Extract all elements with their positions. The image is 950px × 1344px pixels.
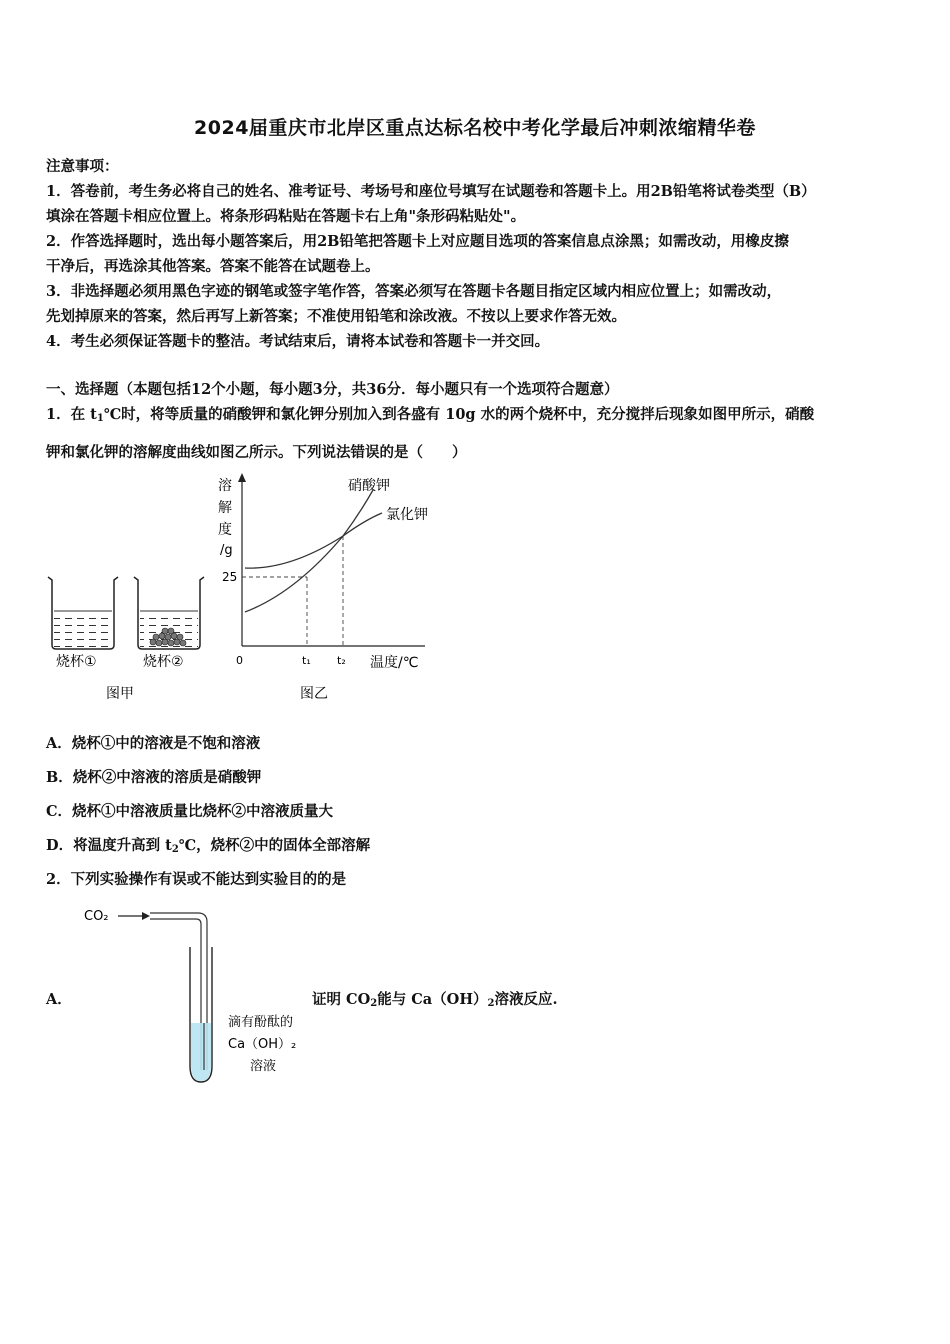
question-2-option-a-label: A． — [46, 991, 72, 1008]
notice-line-7: 4．考生必须保证答题卡的整洁。考试结束后，请将本试卷和答题卡一并交回。 — [46, 333, 550, 350]
kcl-curve — [245, 513, 382, 568]
notice-line-5: 3．非选择题必须用黑色字迹的钢笔或签字笔作答，答案必须写在答题卡各题目指定区域内相应位置上；如需改动， — [46, 283, 782, 300]
y-tick-25: 25 — [222, 570, 238, 584]
question-1-option-c: C．烧杯①中溶液质量比烧杯②中溶液质量大 — [46, 803, 334, 820]
notice-line-6: 先划掉原来的答案，然后再写上新答案；不准使用铅笔和涂改液。不按以上要求作答无效。 — [46, 308, 626, 325]
notice-line-4: 干净后，再选涂其他答案。答案不能答在试题卷上。 — [46, 258, 380, 275]
kno3-curve — [245, 490, 373, 612]
question-1-option-d: D．将温度升高到 $t_2℃$，烧杯②中的固体全部溶解 — [46, 837, 371, 855]
notice-line-2: 填涂在答题卡相应位置上。将条形码粘贴在答题卡右上角"条形码粘贴处"。 — [46, 208, 526, 225]
notice-line-3: 2．作答选择题时，选出每小题答案后，用2B铅笔把答题卡上对应题目选项的答案信息点涂黑；如需改动，用橡皮擦 — [46, 233, 789, 250]
gas-arrow-head — [142, 912, 150, 920]
t2-label: t₂ — [337, 654, 346, 667]
y-label-2: 解 — [218, 500, 232, 516]
y-label-4: /g — [220, 543, 233, 558]
beaker-2-label: 烧杯② — [143, 654, 184, 670]
question-1-option-a: A．烧杯①中的溶液是不饱和溶液 — [46, 735, 261, 752]
notice-heading: 注意事项： — [46, 158, 119, 175]
t1-label: t₁ — [302, 654, 311, 667]
section-heading: 一、选择题（本题包括12个小题，每小题3分，共36分．每小题只有一个选项符合题意） — [46, 381, 619, 398]
notice-line-1: 1．答卷前，考生务必将自己的姓名、准考证号、考场号和座位号填写在试题卷和答题卡上。用2B铅笔将试卷类型（B） — [46, 183, 816, 200]
beaker-1-label: 烧杯① — [56, 654, 97, 670]
y-axis-arrow — [238, 473, 246, 482]
y-label-3: 度 — [218, 522, 232, 538]
kcl-label: 氯化钾 — [386, 507, 428, 523]
question-2-option-a-text: 证明 $CO_2$能与 $Ca(OH)_2$溶液反应. — [312, 991, 558, 1009]
solution-label-3: 溶液 — [250, 1059, 277, 1074]
question-2-figure — [80, 900, 320, 1090]
test-tube-solution — [191, 1023, 211, 1081]
y-label-1: 溶 — [218, 478, 232, 494]
origin-label: 0 — [236, 654, 243, 667]
question-1-stem-line-2: 钾和氯化钾的溶解度曲线如图乙所示。下列说法错误的是（ ） — [46, 444, 467, 461]
co2-gas-label: CO₂ — [84, 909, 109, 924]
kno3-label: 硝酸钾 — [348, 478, 390, 494]
solution-label-2: Ca（OH）₂ — [228, 1037, 297, 1052]
x-axis-label: 温度/℃ — [370, 655, 419, 671]
solubility-chart — [218, 473, 428, 702]
question-1-option-b: B．烧杯②中溶液的溶质是硝酸钾 — [46, 769, 262, 786]
figure-a-caption: 图甲 — [106, 686, 134, 702]
page-title: 2024届重庆市北岸区重点达标名校中考化学最后冲刺浓缩精华卷 — [194, 117, 756, 139]
figure-b-caption: 图乙 — [300, 686, 328, 702]
solution-label-1: 滴有酚酞的 — [228, 1015, 294, 1030]
question-1-stem-line-1: 1．在 $t_1℃$时，将等质量的硝酸钾和氯化钾分别加入到各盛有 10g 水的两个烧杯中，充分搅拌后现象如图甲所示，硝酸 — [46, 406, 815, 424]
beaker-1 — [48, 577, 118, 649]
beaker-2 — [134, 577, 204, 649]
question-2-stem: 2．下列实验操作有误或不能达到实验目的的是 — [46, 871, 347, 888]
question-1-figure — [40, 468, 460, 708]
